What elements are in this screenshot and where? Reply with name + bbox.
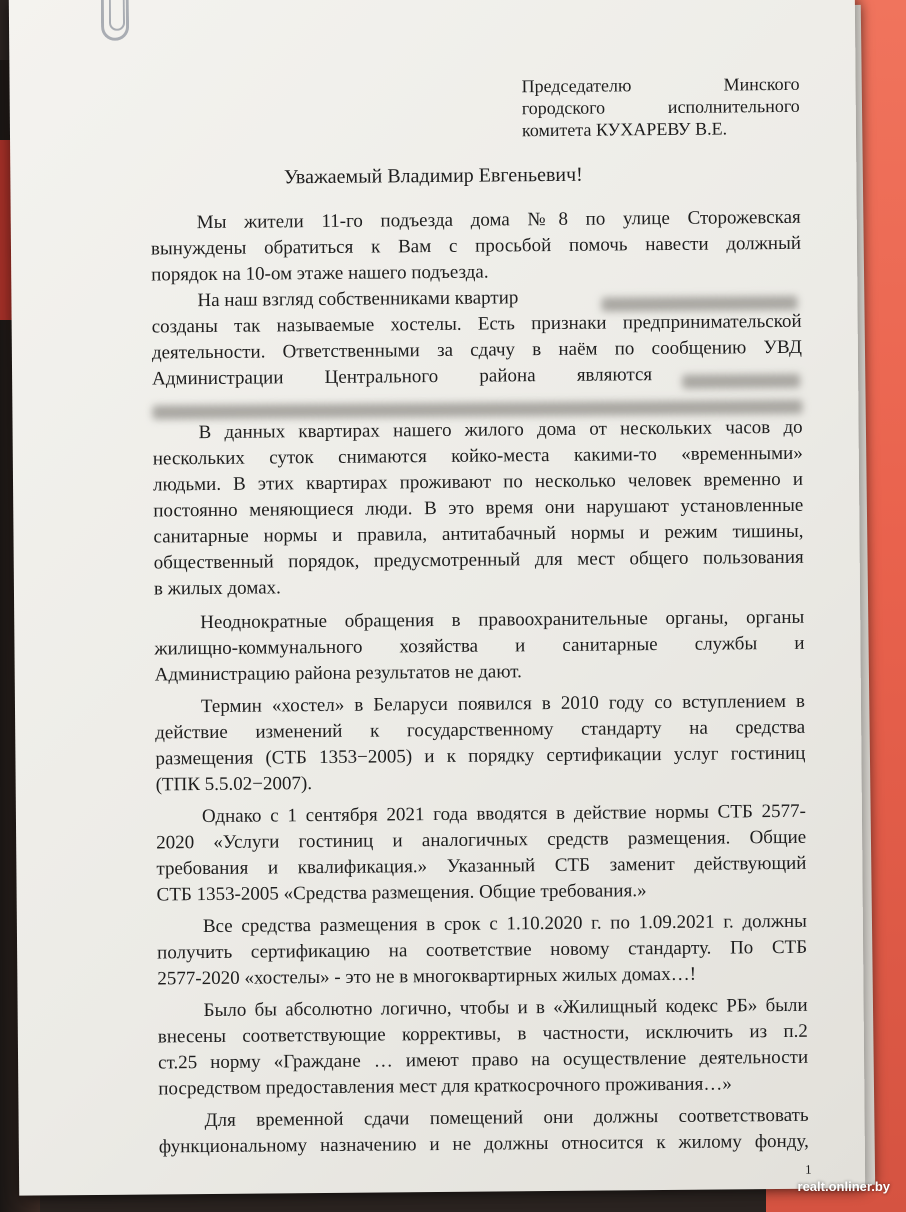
text-line: Было бы абсолютно логично, чтобы и в «Жилищный кодекс РБ» были: [203, 994, 808, 1022]
text-line: 2020 «Услуги гостиниц и аналогичных средств размещения. Общие: [156, 826, 807, 854]
text-line: требования и квалификация.» Указанный СТБ заменит действующий: [156, 852, 807, 880]
text-line: функциональному назначению и не должны относится к жилому фонду,: [158, 1130, 809, 1158]
text-line: СТБ 1353-2005 «Средства размещения. Общие требования.»: [156, 880, 647, 906]
text-line: постоянно меняющиеся люди. В это время они нарушают установленные: [153, 494, 804, 522]
text-line: нескольких суток снимаются койко-места какими-то «временными»: [152, 442, 803, 470]
text-line: внесены соответствующие коррективы, в частности, исключить из п.2: [157, 1020, 808, 1048]
addressee-line: Председателю Минского: [521, 73, 800, 97]
text-line: размещения (СТБ 1353−2005) и к порядку сертификации услуг гостиниц: [155, 742, 806, 770]
addressee: [521, 73, 800, 141]
text-line: общественный порядок, предусмотренный для мест общего пользования: [153, 546, 804, 574]
text-line: ст.25 норму «Граждане … имеют право на осуществление деятельности: [157, 1046, 809, 1074]
redacted-text: [682, 367, 800, 393]
text-line: Мы жители 11-го подъезда дома №8 по улице Сторожевская: [196, 206, 801, 234]
watermark: realt.onliner.by: [797, 1179, 890, 1194]
letter-body: [9, 0, 865, 1196]
text-line: вынуждены обратиться к Вам с просьбой помочь навести должный: [150, 232, 802, 260]
text-line: получить сертификацию на соответствие новому стандарту. По СТБ: [157, 936, 808, 964]
text-line: действие изменений к государственному стандарту на средства: [155, 716, 806, 744]
text-line: Для временной сдачи помещений они должны соответствовать: [204, 1104, 809, 1132]
text-line: людьми. В этих квартирах проживают по несколько человек временно и: [152, 468, 804, 496]
salutation: Уважаемый Владимир Евгеньевич!: [283, 163, 583, 189]
text-line: порядок на 10-ом этаже нашего подъезда.: [151, 261, 489, 286]
text-line: На наш взгляд собственниками квартир: [197, 287, 519, 312]
text-line: 2577-2020 «хостелы» - это не в многоквартирных жилых домах…!: [157, 963, 697, 990]
text-line: Администрацию района результатов не дают.: [154, 661, 522, 686]
text-line: деятельности. Ответственными за сдачу в наём по сообщению УВД: [151, 336, 802, 364]
text-line: Администрации Центрального района являются: [152, 364, 653, 390]
text-line: Неоднократные обращения в правоохранительные органы, органы: [200, 606, 805, 634]
text-line: Все средства размещения в срок с 1.10.2020 г. по 1.09.2021 г. должны: [202, 910, 807, 938]
text-line: Термин «хостел» в Беларуси появился в 2010 году со вступлением в: [200, 690, 806, 718]
page-number: 1: [804, 1161, 812, 1177]
text-line: созданы так называемые хостелы. Есть признаки предпринимательской: [151, 310, 802, 338]
text-line: посредством предоставления мест для краткосрочного проживания…»: [158, 1073, 732, 1100]
addressee-line: комитета КУХАРЕВУ В.Е.: [521, 118, 728, 141]
text-line: Однако с 1 сентября 2021 года вводятся в действие нормы СТБ 2577-: [201, 800, 807, 828]
text-line: в жилых домах.: [153, 577, 281, 600]
text-line: (ТПК 5.5.02−2007).: [155, 773, 313, 796]
text-line: жилищно-коммунального хозяйства и санитарные службы и: [154, 632, 805, 660]
text-line: санитарные нормы и правила, антитабачный нормы и режим тишины,: [153, 520, 804, 548]
text-line: В данных квартирах нашего жилого дома от нескольких часов до: [198, 416, 803, 444]
addressee-line: городского исполнительного: [521, 95, 800, 119]
letter-page: [9, 0, 865, 1196]
